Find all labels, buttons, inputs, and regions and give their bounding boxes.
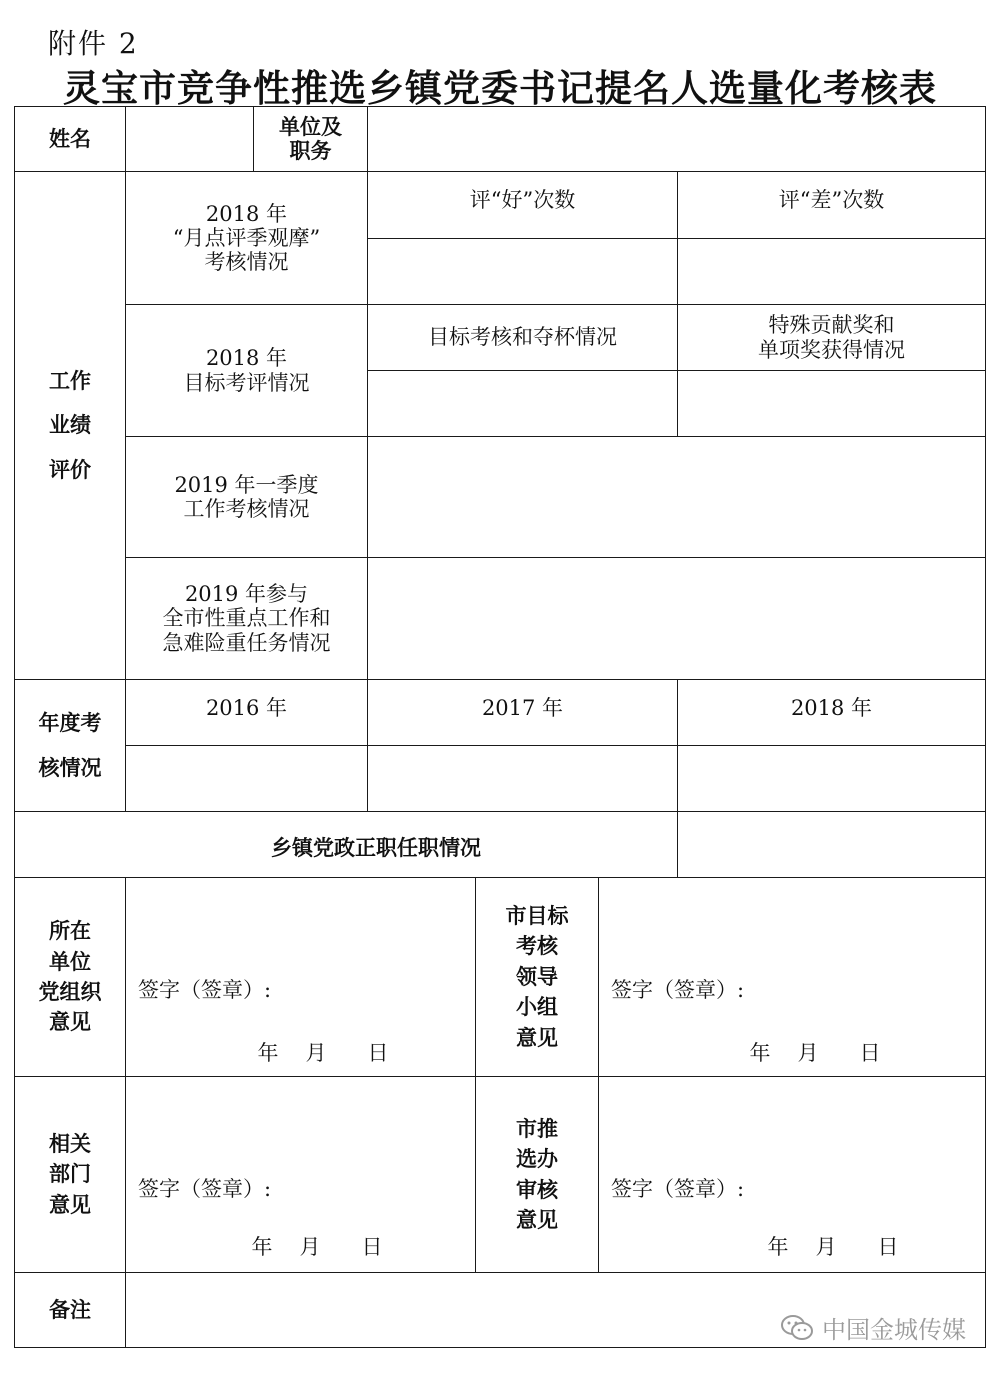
tenure-field[interactable] xyxy=(677,811,986,878)
city-target-group-label: 市目标 考核 领导 小组 意见 xyxy=(475,877,599,1077)
remarks-label: 备注 xyxy=(14,1272,126,1348)
assessment-table xyxy=(14,106,986,1348)
tenure-label: 乡镇党政正职任职情况 xyxy=(14,811,678,878)
selection-office-date xyxy=(761,1235,919,1259)
date-month: 月 xyxy=(815,1235,837,1259)
bad-count-header: 评“差”次数 xyxy=(677,171,986,239)
party-org-opinion-field[interactable] xyxy=(125,877,476,1077)
date-year: 年 xyxy=(257,1041,279,1065)
name-label: 姓名 xyxy=(14,106,126,172)
year-2017-field[interactable] xyxy=(367,745,678,812)
selection-office-field[interactable] xyxy=(598,1076,986,1273)
watermark-text: 中国金城传媒 xyxy=(822,1316,966,1344)
date-day: 日 xyxy=(859,1041,881,1065)
special-award-header: 特殊贡献奖和 单项奖获得情况 xyxy=(677,304,986,371)
target-cup-field[interactable] xyxy=(367,370,678,437)
attachment-label: 附件 2 xyxy=(48,27,139,60)
target-cup-header: 目标考核和夺杯情况 xyxy=(367,304,678,371)
selection-office-signature: 签字（签章）: xyxy=(611,1177,745,1201)
annual-assessment-label: 年度考 核情况 xyxy=(14,679,126,812)
form-title: 灵宝市竞争性推选乡镇党委书记提名人选量化考核表 xyxy=(63,67,937,110)
special-award-field[interactable] xyxy=(677,370,986,437)
year-2016-field[interactable] xyxy=(125,745,368,812)
key-tasks-2019-field[interactable] xyxy=(367,557,986,680)
q1-2019-field[interactable] xyxy=(367,436,986,558)
related-dept-opinion-label: 相关 部门 意见 xyxy=(14,1076,126,1273)
date-day: 日 xyxy=(877,1235,899,1259)
related-dept-opinion-field[interactable] xyxy=(125,1076,476,1273)
date-year: 年 xyxy=(767,1235,789,1259)
performance-section-label: 工作 业绩 评价 xyxy=(14,171,126,680)
q1-2019-label: 2019 年一季度 工作考核情况 xyxy=(125,436,368,558)
watermark xyxy=(780,1310,966,1345)
party-org-signature: 签字（签章）: xyxy=(138,978,272,1002)
monthly-review-label: 2018 年 “月点评季观摩” 考核情况 xyxy=(125,171,368,305)
party-org-opinion-label: 所在 单位 党组织 意见 xyxy=(14,877,126,1077)
selection-office-label: 市推 选办 审核 意见 xyxy=(475,1076,599,1273)
unit-position-field[interactable] xyxy=(367,106,986,172)
date-month: 月 xyxy=(797,1041,819,1065)
date-day: 日 xyxy=(361,1235,383,1259)
year-2018-header: 2018 年 xyxy=(677,679,986,746)
year-2018-field[interactable] xyxy=(677,745,986,812)
related-dept-signature: 签字（签章）: xyxy=(138,1177,272,1201)
date-day: 日 xyxy=(367,1041,389,1065)
year-2016-header: 2016 年 xyxy=(125,679,368,746)
date-month: 月 xyxy=(299,1235,321,1259)
bad-count-field[interactable] xyxy=(677,238,986,305)
good-count-header: 评“好”次数 xyxy=(367,171,678,239)
good-count-field[interactable] xyxy=(367,238,678,305)
wechat-icon xyxy=(780,1314,814,1342)
party-org-date xyxy=(251,1041,409,1065)
date-year: 年 xyxy=(251,1235,273,1259)
city-target-group-field[interactable] xyxy=(598,877,986,1077)
city-target-group-date xyxy=(743,1041,901,1065)
date-month: 月 xyxy=(305,1041,327,1065)
target-evaluation-label: 2018 年 目标考评情况 xyxy=(125,304,368,437)
related-dept-date xyxy=(245,1235,403,1259)
key-tasks-2019-label: 2019 年参与 全市性重点工作和 急难险重任务情况 xyxy=(125,557,368,680)
date-year: 年 xyxy=(749,1041,771,1065)
city-target-group-signature: 签字（签章）: xyxy=(611,978,745,1002)
unit-position-label: 单位及 职务 xyxy=(253,106,368,172)
year-2017-header: 2017 年 xyxy=(367,679,678,746)
name-field[interactable] xyxy=(125,106,254,172)
